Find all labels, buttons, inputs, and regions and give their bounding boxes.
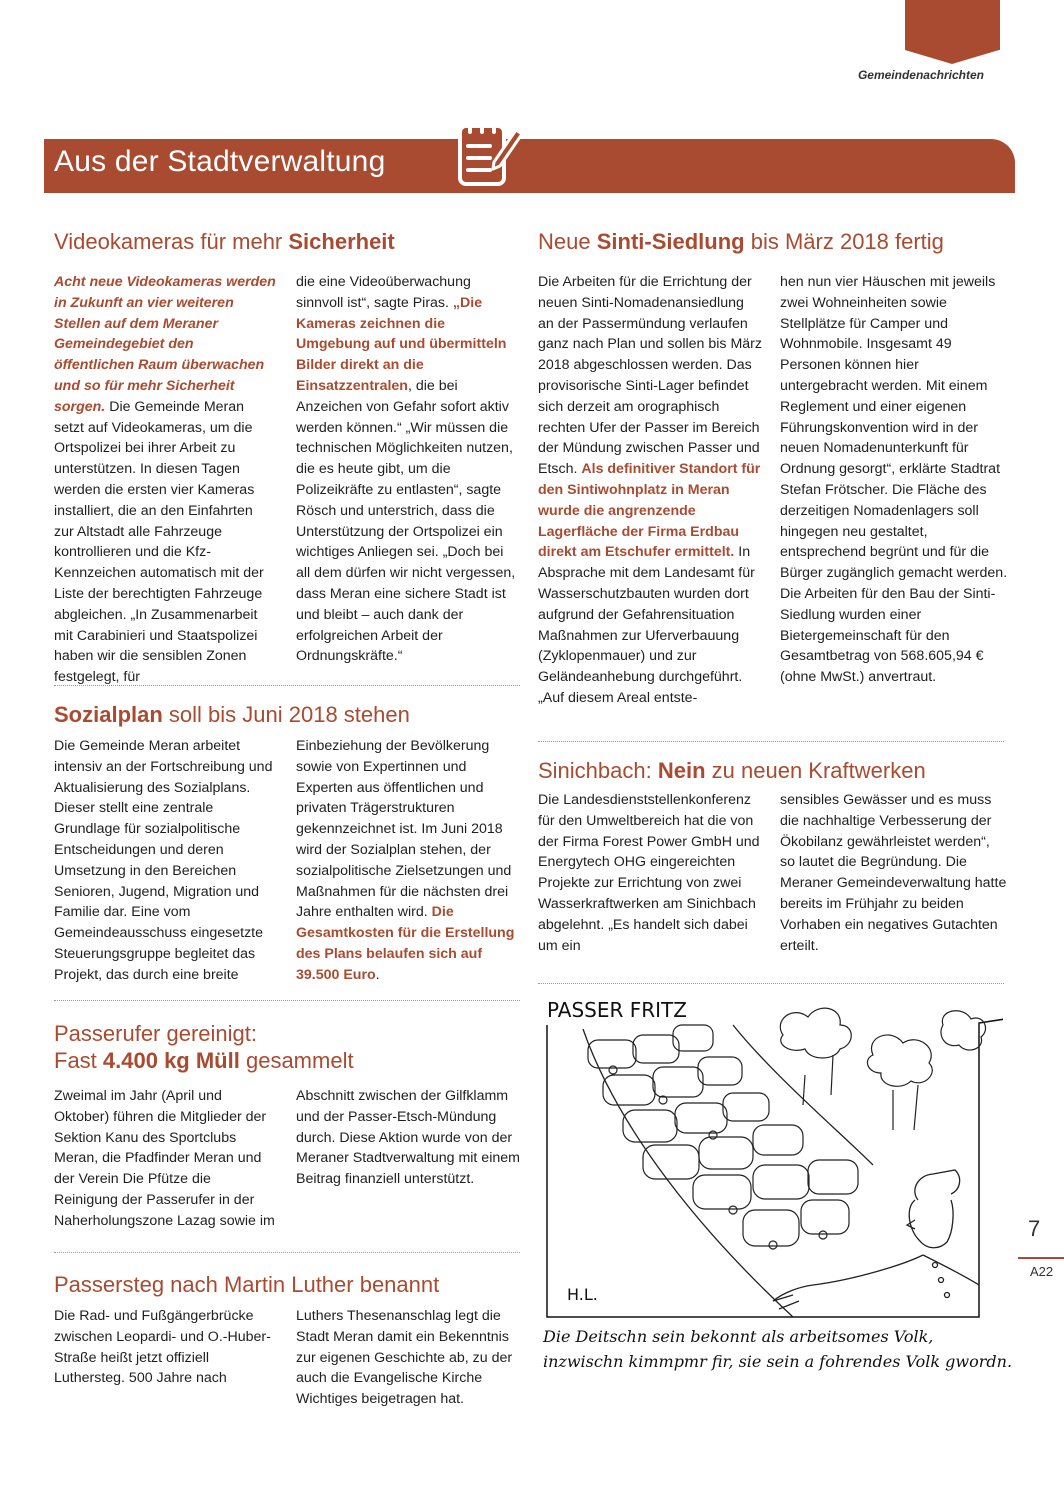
body-text: Die Gemeinde Meran arbeitet intensiv an der Fortschreibung und Aktualisierung des Sozialplans. Dieser stellt eine zentrale Grundlage für sozialpolitische Entscheidungen und deren Umsetzung in den Bereichen Senioren, Jugend, Migration und Familie dar. Eine vom Gemeindeausschuss eingesetzte Steuerungsgruppe begleitet das Projekt, das durch eine breite: [54, 738, 273, 983]
body-text: Zweimal im Jahr (April und Oktober) führen die Mitglieder der Sektion Kanu des Sportclubs Meran, die Pfadfinder Meran und der Verein Die Pfütze die Reinigung der Passerufer in der Naherholungszone Lazag sowie im: [54, 1088, 275, 1229]
article-passersteg-col1: [54, 1306, 276, 1389]
title-emphasis: Nein: [657, 758, 706, 783]
section-label: Gemeindenachrichten: [857, 68, 984, 82]
divider: [538, 741, 1004, 742]
article-title-videokameras: [54, 228, 524, 255]
title-part: Sinichbach:: [538, 758, 658, 783]
body-text: In Absprache mit dem Landesamt für Wasserschutzbauten wurden dort aufgrund der Gefahrensituation Maßnahmen zur Uferverbauung (Zyklopenmauer) und zur Geländeanhebung durchgeführt. „Auf diesem Areal entste-: [538, 544, 755, 706]
page-code: A22: [1030, 1264, 1054, 1279]
section-tab: [905, 0, 1000, 50]
body-text: die eine Videoüberwachung sinnvoll ist“, sagte Piras.: [296, 274, 471, 311]
title-part: zu neuen Kraftwerken: [705, 758, 926, 783]
article-lead: Acht neue Videokameras werden in Zukunft an vier weiteren Stellen auf dem Meraner Gemeindegebiet den öffentlichen Raum überwachen und so für mehr Sicherheit sorgen.: [54, 274, 276, 415]
article-title-sinti: [538, 228, 1008, 255]
body-text: , die bei Anzeichen von Gefahr sofort aktiv werden können.“ „Wir müssen die technischen Möglichkeiten nutzen, die es heute gibt, um die Polizeikräfte zu entlasten“, sagte Rösch und unterstrich, dass die Unterstützung der Ortspolizei ein wichtiges Anliegen sei. „Doch bei all dem dürfen wir nicht vergessen, dass Meran eine sichere Stadt ist und bleibt – auch dank der erfolgreichen Arbeit der Ordnungskräfte.“: [296, 377, 516, 665]
section-tab-point: [905, 50, 999, 64]
article-title-sozialplan: [54, 701, 524, 728]
divider: [54, 1252, 520, 1253]
banner-title: Aus der Stadtverwaltung: [54, 145, 386, 178]
highlight-text: Als definitiver Standort für den Sintiwohnplatz in Meran wurde die angrenzende Lagerfläche der Firma Erdbau direkt am Etschufer ermittelt.: [538, 461, 761, 561]
cartoon-title: PASSER FRITZ: [547, 998, 687, 1022]
body-text: Die Rad- und Fußgängerbrücke zwischen Leopardi- und O.-Huber-Straße heißt jetzt offiziell Luthersteg. 500 Jahre nach: [54, 1308, 271, 1387]
body-text: Luthers Thesenanschlag legt die Stadt Meran damit ein Bekenntnis zur eigenen Geschichte ab, zu der auch die Evangelische Kirche Wichtiges beigetragen hat.: [296, 1308, 513, 1408]
article-sinti-col1: [538, 272, 763, 709]
title-emphasis: Sinti-Siedlung: [596, 229, 745, 254]
notepad-icon: [450, 112, 530, 190]
divider: [54, 1000, 520, 1001]
article-sinichbach-col1: [538, 790, 763, 956]
body-text: Die Landesdienststellenkonferenz für den Umweltbereich hat die von der Firma Forest Power GmbH und Energytech OHG eingereichten Projekte zur Errichtung von zwei Wasserkraftwerken am Sinichbach abgelehnt. „Es handelt sich dabei um ein: [538, 792, 760, 954]
man-figure: [773, 1170, 979, 1309]
body-text: sensibles Gewässer und es muss die nachhaltige Verbesserung der Ökobilanz gewährleistet werden“, so lautet die Begründung. Die Meraner Gemeindeverwaltung hatte bereits im Frühjahr zu beiden Vorhaben ein negatives Gutachten erteilt.: [780, 792, 1007, 954]
article-title-passersteg: Passersteg nach Martin Luther benannt: [54, 1272, 440, 1297]
article-sozialplan-col1: [54, 736, 276, 986]
article-passersteg-col2: [296, 1306, 522, 1410]
cartoon-illustration: [543, 995, 1003, 1325]
title-emphasis: Sozialplan: [54, 702, 163, 727]
article-sinichbach-col2: [780, 790, 1008, 956]
highlight-text: Die Gesamtkosten für die Erstellung des Plans belaufen sich auf 39.500 Euro: [296, 904, 515, 983]
article-videokameras-col1: [54, 272, 276, 688]
body-text: Abschnitt zwischen der Gilfklamm und der Passer-Etsch-Mündung durch. Diese Aktion wurde von der Meraner Stadtverwaltung mit einem Beitrag finanziell unterstützt.: [296, 1088, 520, 1188]
body-text: Die Gemeinde Meran setzt auf Videokameras, um die Ortspolizei bei ihrer Arbeit zu unterstützen. In diesen Tagen werden die ersten vier Kameras installiert, die an den Einfahrten zur Altstadt alle Fahrzeuge kontrollieren und die Kfz-Kennzeichen automatisch mit der Liste der berechtigten Fahrzeuge abgleichen. „In Zusammenarbeit mit Carabinieri und Staatspolizei haben wir die sensiblen Zonen festgelegt, für: [54, 398, 264, 686]
body-text: .: [375, 966, 380, 983]
cartoon-signature: H.L.: [567, 1285, 598, 1304]
article-title-sinichbach: [538, 757, 1008, 784]
body-text: hen nun vier Häuschen mit jeweils zwei Wohneinheiten sowie Stellplätze für Camper und Wohnmobile. Insgesamt 49 Personen können hier untergebracht werden. Mit einem Reglement und einer eigenen Führungskonvention wird in der neuen Nomadenunterkunft für Ordnung gesorgt“, erklärte Stadtrat Stefan Frötscher. Die Fläche des derzeitigen Nomadenlagers soll hingegen neu gestaltet, entsprechend begrünt und für die Bürger zugänglich gemacht werden. Die Arbeiten für den Bau der Sinti-Siedlung wurden einer Bietergemeinschaft für den Gesamtbetrag von 568.605,94 € (ohne MwSt.) anvertraut.: [780, 274, 1008, 686]
page-number: 7: [1028, 1216, 1041, 1241]
title-part: Fast: [54, 1048, 103, 1073]
divider: [538, 983, 1004, 984]
article-title-passerufer: [54, 1020, 524, 1074]
body-text: Die Arbeiten für die Errichtung der neuen Sinti-Nomadenansiedlung an der Passermündung verlaufen ganz nach Plan und sollen bis März 2018 abgeschlossen werden. Das provisorische Sinti-Lager befindet sich derzeit am orographisch rechten Ufer der Passer im Bereich der Mündung zwischen Passer und Etsch.: [538, 274, 762, 478]
title-emphasis: Sicherheit: [288, 229, 395, 254]
article-sozialplan-col2: [296, 736, 522, 986]
title-part: Neue: [538, 229, 597, 254]
title-emphasis: 4.400 kg Müll: [102, 1048, 240, 1073]
page-rule: [1018, 1257, 1064, 1259]
highlight-text: „Die Kameras zeichnen die Umgebung auf und übermitteln Bilder direkt an die Einsatzzentralen: [296, 294, 507, 394]
title-part: bis März 2018 fertig: [744, 229, 944, 254]
cars-cluster: [588, 1025, 858, 1249]
article-sinti-col2: [780, 272, 1008, 688]
title-part: soll bis Juni 2018 stehen: [162, 702, 410, 727]
cartoon-caption: Die Deitschn sein bekonnt als arbeitsomes Volk, inzwischn kimmpmr fir, sie sein a fohrendes Volk gwordn.: [543, 1327, 1013, 1371]
divider: [54, 685, 520, 686]
article-videokameras-col2: [296, 272, 520, 667]
body-text: Einbeziehung der Bevölkerung sowie von Expertinnen und Experten aus öffentlichen und privaten Trägerstrukturen gekennzeichnet ist. Im Juni 2018 wird der Sozialplan stehen, der sozialpolitische Zielsetzungen und Maßnahmen für die nächsten drei Jahre enthalten wird.: [296, 738, 512, 921]
article-passerufer-col2: [296, 1086, 520, 1190]
article-passerufer-col1: [54, 1086, 278, 1232]
title-part: gesammelt: [239, 1048, 354, 1073]
title-line: Passerufer gereinigt:: [54, 1021, 257, 1046]
title-part: Videokameras für mehr: [54, 229, 289, 254]
